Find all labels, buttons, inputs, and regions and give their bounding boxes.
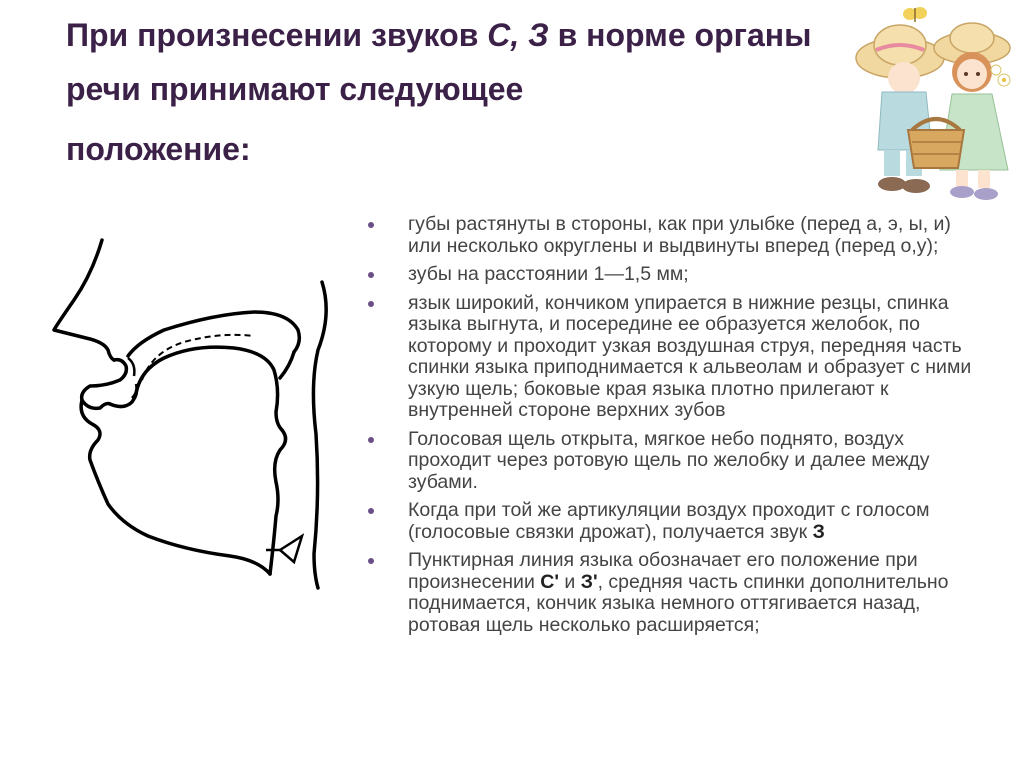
title-part3: положение: [66,131,251,167]
slide-title [66,8,846,176]
bullet-dot-icon [368,437,374,443]
list-item-text: Пунктирная линия языка обозначает его положение при произнесении [408,549,918,593]
list-item-bold: С' [540,570,559,593]
articulation-profile-diagram [44,234,350,590]
butterfly-icon [903,7,927,22]
bullet-dot-icon [368,508,374,514]
title-sounds: С, З [487,17,549,53]
basket-icon [908,119,964,168]
list-item-text: зубы на расстоянии 1—1,5 мм; [408,263,689,285]
title-part1: При произнесении звуков [66,17,488,53]
list-item-text: губы растянуты в стороны, как при улыбке (перед а, э, ы, и) или несколько округлены и выдвинуты вперед (перед о,у); [408,213,951,257]
bullet-dot-icon [368,222,374,228]
list-item [368,500,988,543]
list-item-text: Когда при той же артикуляции воздух проходит с голосом (голосовые связки дрожат), получается звук [408,499,930,543]
bullet-dot-icon [368,272,374,278]
list-item [368,264,988,286]
title-part2: в норме органы речи принимают следующее [66,17,812,107]
list-item-text: язык широкий, кончиком упирается в нижние резцы, спинка языка выгнута, и посередине ее образуется желобок, по которому и проходит узкая воздушная струя, передняя часть спинки языка приподнимается к альвеолам и образует с ними узкую щель; боковые края языка плотно прилегают к внутренней стороне верхних зубов [408,291,972,421]
list-item-text: и [559,570,581,593]
list-item-bold: З' [580,570,598,593]
bullet-dot-icon [368,558,374,564]
articulation-list [368,214,988,643]
list-item-text: Голосовая щель открыта, мягкое небо поднято, воздух проходит через ротовую щель по желобку и далее между зубами. [408,427,930,493]
list-item [368,293,988,422]
list-item-bold: З [812,520,825,543]
list-item-text: , средняя часть спинки дополнительно поднимается, кончик языка немного оттягивается назад, ротовая щель несколько расширяется; [408,570,949,636]
children-with-basket-illustration [848,0,1024,205]
list-item [368,429,988,494]
bullet-dot-icon [368,301,374,307]
list-item [368,550,988,636]
list-item [368,214,988,257]
